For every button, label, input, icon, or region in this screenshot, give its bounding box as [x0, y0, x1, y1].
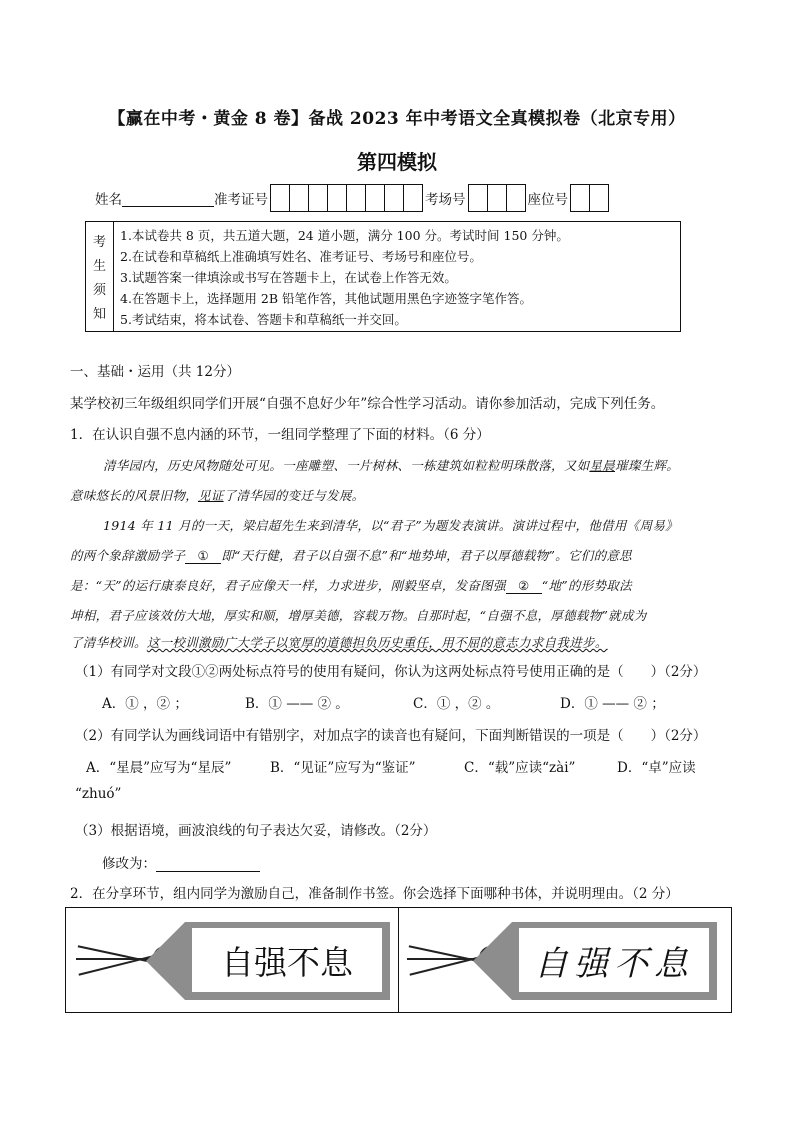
passage-line: 坤相，君子应该效仿大地，厚实和顺，增厚美德，容载万物。自那时起，“自强不息，厚德载物”就成为: [70, 608, 647, 623]
option-b: B．① —— ② 。: [245, 696, 349, 712]
passage-line: 的两个象辞激励学子 ① 即“天行健，君子以自强不息”和“地势坤，君子以厚德载物”。它们的意思: [70, 548, 632, 563]
name-label: 姓名: [95, 192, 122, 208]
punctuation-blank-1: ①: [185, 548, 221, 564]
bookmark-text-cursive: 自强不息: [519, 928, 709, 992]
notice-item: 5.考试结束，将本试卷、答题卡和草稿纸一并交回。: [120, 311, 407, 327]
revision-label: 修改为：: [102, 856, 156, 872]
notice-side-char: 知: [92, 307, 106, 323]
passage-line: 了清华校训。这一校训激励广大学子以宽厚的道德担负历史重任，用不屈的意志力求自我进步。: [70, 635, 608, 650]
sub-question-3: （3）根据语境，画波浪线的句子表达欠妥，请修改。（2分）: [75, 823, 437, 839]
passage-line: 1914 年 11 月的一天，梁启超先生来到清华，以“君子”为题发表演讲。演讲过程中，他借用《周易》: [103, 518, 678, 533]
question-2: 2．在分享环节，组内同学为激励自己，准备制作书签。你会选择下面哪种书体，并说明理由。（2 分）: [70, 886, 679, 902]
option-c: C．① ，② 。: [413, 696, 500, 712]
notice-item: 2.在试卷和草稿纸上准确填写姓名、准考证号、考场号和座位号。: [120, 248, 482, 264]
option-d-continuation: “zhuó”: [75, 786, 122, 802]
passage-line: 是：“天”的运行康泰良好，君子应像天一样，力求进步，刚毅坚卓，发奋图强 ② “地”的形势取法: [70, 578, 632, 593]
bookmark-options: [65, 907, 732, 1013]
candidate-info-row: [95, 184, 611, 212]
passage-line: 清华园内，历史风物随处可见。一座雕塑、一片树林、一栋建筑如粒粒明珠散落，又如星晨璀璨生辉。: [103, 458, 680, 473]
passage-line: 意味悠长的风景旧物，见证了清华园的变迁与发展。: [70, 488, 365, 503]
notice-side-char: 考: [92, 234, 106, 250]
notice-item: 3.试题答案一律填涂或书写在答题卡上，在试卷上作答无效。: [120, 269, 457, 285]
bookmark-regular-script: [66, 908, 398, 1012]
section-heading: 一、基础・运用（共 12分）: [70, 364, 240, 380]
seat-label: 座位号: [527, 192, 568, 208]
notice-side-char: 须: [92, 283, 106, 299]
option-b: B．“见证”应写为“鉴证”: [270, 760, 416, 776]
notice-side-label: [86, 222, 114, 331]
punctuation-blank-2: ②: [506, 578, 542, 594]
name-field[interactable]: [122, 190, 214, 207]
notice-item: 4.在答题卡上，选择题用 2B 铅笔作答，其他试题用黑色字迹签字笔作答。: [120, 290, 533, 306]
seat-boxes[interactable]: [570, 184, 609, 212]
notice-item: 1.本试卷共 8 页，共五道大题，24 道小题，满分 100 分。考试时间 150 分钟。: [120, 227, 569, 243]
activity-intro: 某学校初三年级组织同学们开展“自强不息好少年”综合性学习活动。请你参加活动，完成下列任务。: [70, 396, 665, 412]
notice-list: [114, 222, 680, 331]
option-a: A．“星晨”应写为“星辰”: [86, 760, 232, 776]
exam-id-label: 准考证号: [214, 192, 268, 208]
wavy-underlined-sentence: 这一校训激励广大学子以宽厚的道德担负历史重任，用不屈的意志力求自我进步。: [146, 635, 608, 650]
sub-question-2: （2）有同学认为画线词语中有错别字，对加点字的读音也有疑问，下面判断错误的一项是（ ）（2分）: [75, 728, 707, 744]
underlined-word-xingchen: 星晨: [589, 458, 616, 473]
exam-id-boxes[interactable]: [270, 184, 423, 212]
paper-title: 【赢在中考・黄金 8 卷】备战 2023 年中考语文全真模拟卷（北京专用）: [108, 109, 686, 129]
revision-answer-blank[interactable]: [156, 855, 260, 872]
option-d: D．“卓”应读: [617, 760, 696, 776]
option-a: A．① ，② ；: [102, 696, 188, 712]
paper-subtitle: 第四模拟: [357, 150, 437, 174]
room-boxes[interactable]: [468, 184, 526, 212]
option-c: C．“载”应读“zài”: [464, 760, 576, 776]
revision-answer-row: [102, 852, 260, 872]
bookmark-cursive-script: [398, 908, 731, 1012]
question-1: 1．在认识自强不息内涵的环节，一组同学整理了下面的材料。（6 分）: [70, 427, 490, 443]
exam-notice-box: [85, 221, 681, 332]
underlined-word-jianzheng: 见证: [198, 488, 224, 503]
bookmark-text-regular: 自强不息: [192, 928, 382, 992]
option-d: D．① —— ② ；: [560, 696, 665, 712]
room-label: 考场号: [425, 192, 466, 208]
notice-side-char: 生: [92, 258, 106, 274]
sub-question-1: （1）有同学对文段①②两处标点符号的使用有疑问，你认为这两处标点符号使用正确的是（ ）（2分）: [75, 664, 707, 680]
